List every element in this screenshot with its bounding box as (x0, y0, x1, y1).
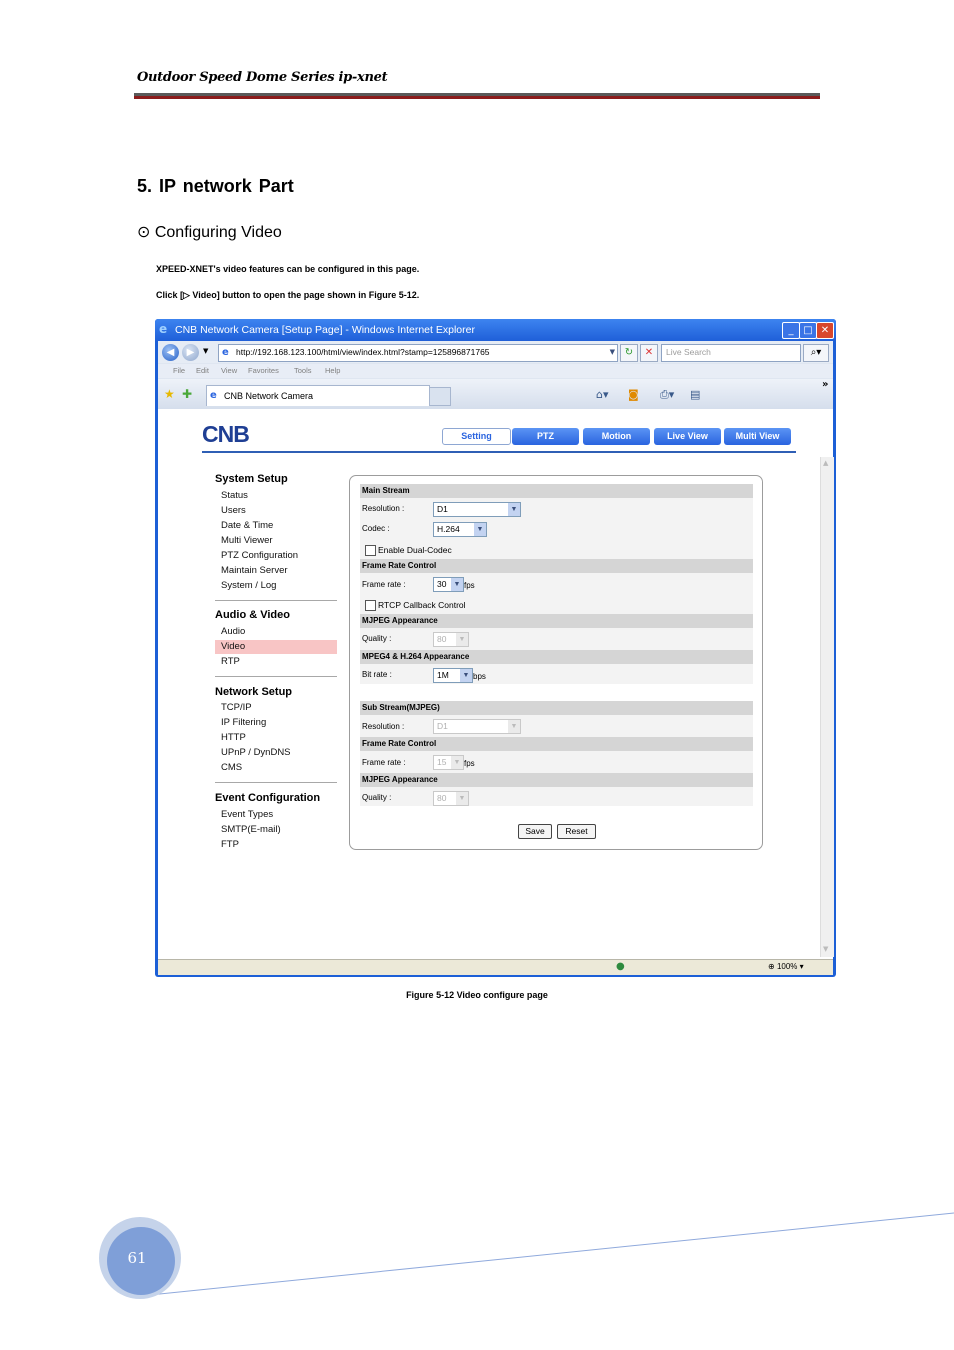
resolution-select[interactable] (433, 502, 521, 517)
nav-tab-ptz[interactable]: PTZ (512, 428, 579, 445)
scroll-up-icon[interactable]: ▲ (823, 459, 829, 467)
browser-tab-label: CNB Network Camera (224, 391, 314, 401)
sidebar-item-ip-filtering[interactable]: IP Filtering (221, 717, 267, 728)
sidebar-item-system-log[interactable]: System / Log (221, 580, 277, 591)
sidebar-item-tcpip[interactable]: TCP/IP (221, 702, 252, 713)
chevron-down-icon: ▼ (456, 633, 468, 646)
favorites-star-icon[interactable]: ★ (164, 387, 175, 401)
sidebar-item-multi-viewer[interactable]: Multi Viewer (221, 535, 273, 546)
more-tools-chevron[interactable]: » (822, 379, 829, 390)
sidebar-item-users[interactable]: Users (221, 505, 246, 516)
dual-codec-checkbox[interactable] (365, 545, 376, 556)
cnb-logo (202, 422, 288, 446)
resolution-label: Resolution : (362, 504, 405, 513)
bps-unit: bps (473, 672, 486, 681)
menu-view[interactable]: View (221, 366, 238, 375)
sub-quality-label: Quality : (362, 793, 392, 802)
frame-rate-control-header: Frame Rate Control (360, 559, 753, 573)
sidebar-item-maintain-server[interactable]: Maintain Server (221, 565, 288, 576)
sidebar-item-http[interactable]: HTTP (221, 732, 246, 743)
forward-icon[interactable]: ▶ (182, 344, 199, 361)
rtcp-checkbox[interactable] (365, 600, 376, 611)
sub-resolution-label: Resolution : (362, 722, 405, 731)
chevron-down-icon: ▼ (451, 756, 463, 769)
main-stream-header: Main Stream (360, 484, 753, 498)
mjpeg-appearance-header: MJPEG Appearance (360, 614, 753, 628)
sidebar-item-smtp[interactable]: SMTP(E-mail) (221, 824, 281, 835)
tab-page-icon: e (210, 390, 217, 401)
frame-rate-label: Frame rate : (362, 580, 406, 589)
sidebar-heading-event-configuration: Event Configuration (215, 792, 321, 804)
scroll-down-icon[interactable]: ▼ (823, 945, 829, 953)
sub-frame-rate-select[interactable] (433, 755, 464, 770)
address-url: http://192.168.123.100/html/view/index.html?stamp=125896871765 (236, 347, 490, 357)
bitrate-background (360, 664, 753, 684)
page-icon: e (222, 347, 229, 358)
frame-rate-select[interactable] (433, 577, 464, 592)
zoom-value: 100% (776, 962, 798, 971)
codec-label: Codec : (362, 524, 390, 533)
browser-window (155, 319, 836, 977)
add-favorite-icon[interactable]: ✚ (182, 387, 193, 401)
search-placeholder: Live Search (666, 347, 711, 357)
sub-fps-unit: fps (464, 759, 475, 768)
sidebar-item-upnp-dyndns[interactable]: UPnP / DynDNS (221, 747, 291, 758)
sidebar-item-status[interactable]: Status (221, 490, 248, 501)
tab-bar (158, 379, 833, 409)
address-dropdown-icon[interactable]: ▼ (609, 348, 615, 356)
sidebar-item-cms[interactable]: CMS (221, 762, 243, 773)
history-dropdown-icon[interactable]: ▼ (203, 347, 209, 355)
sub-quality-select[interactable] (433, 791, 469, 806)
figure-caption: Figure 5-12 Video configure page (406, 990, 548, 1000)
nav-tab-setting[interactable]: Setting (442, 428, 511, 445)
vertical-scrollbar[interactable] (820, 457, 834, 957)
sidebar-heading-audio-video: Audio & Video (215, 609, 290, 621)
chevron-down-icon: ▼ (460, 669, 472, 682)
browser-title: CNB Network Camera [Setup Page] - Windows Internet Explorer (175, 324, 475, 336)
mpeg4-h264-appearance-header: MPEG4 & H.264 Appearance (360, 650, 753, 664)
frame-rate-value: 30 (437, 579, 447, 589)
menu-favorites[interactable]: Favorites (248, 366, 279, 375)
page-menu-icon[interactable]: ▤ (690, 388, 701, 401)
sidebar-item-video[interactable]: Video (221, 641, 246, 652)
browser-tab[interactable] (206, 385, 430, 406)
zoom-level[interactable]: ⊕ 100% ▾ (768, 962, 804, 971)
status-bar (158, 959, 833, 975)
resolution-value: D1 (437, 504, 448, 514)
maximize-icon[interactable]: □ (799, 322, 817, 339)
video-settings-panel (349, 475, 763, 850)
quality-value: 80 (437, 634, 447, 644)
sub-frame-rate-value: 15 (437, 757, 447, 767)
sub-frame-rate-control-header: Frame Rate Control (360, 737, 753, 751)
sidebar-heading-system-setup: System Setup (215, 473, 288, 485)
fps-unit: fps (464, 581, 475, 590)
print-icon[interactable]: ⎙▾ (660, 388, 675, 401)
sub-stream-header: Sub Stream(MJPEG) (360, 701, 753, 715)
search-icon[interactable]: ⌕▾ (803, 344, 829, 362)
rtcp-label: RTCP Callback Control (378, 600, 466, 610)
menu-tools[interactable]: Tools (294, 366, 312, 375)
feeds-icon[interactable]: ◙ (628, 388, 639, 401)
main-stream-background (360, 484, 753, 662)
chevron-down-icon: ▼ (451, 578, 463, 591)
dual-codec-label: Enable Dual-Codec (378, 545, 452, 555)
sidebar-item-rtp[interactable]: RTP (221, 656, 240, 667)
menu-help[interactable]: Help (325, 366, 341, 375)
sidebar-item-event-types[interactable]: Event Types (221, 809, 274, 820)
new-tab-button[interactable] (429, 387, 451, 406)
menu-edit[interactable]: Edit (196, 366, 209, 375)
quality-label: Quality : (362, 634, 392, 643)
sub-resolution-value: D1 (437, 721, 448, 731)
page-content (158, 409, 833, 959)
sidebar-item-date-time[interactable]: Date & Time (221, 520, 274, 531)
sub-frame-rate-label: Frame rate : (362, 758, 406, 767)
sidebar-divider (215, 782, 337, 783)
home-icon[interactable]: ⌂▾ (596, 388, 609, 401)
page-number: 61 (127, 1249, 147, 1267)
sub-mjpeg-appearance-header: MJPEG Appearance (360, 773, 753, 787)
bitrate-value: 1M (437, 670, 449, 680)
sub-resolution-select[interactable] (433, 719, 521, 734)
codec-select[interactable] (433, 522, 487, 537)
nav-underline (202, 451, 796, 453)
instruction-paragraph: Click [▷ Video] button to open the page shown in Figure 5-12. (156, 290, 420, 300)
stop-icon[interactable]: ✕ (640, 344, 658, 362)
menu-file[interactable]: File (173, 366, 186, 375)
sidebar-divider (215, 600, 337, 601)
close-icon[interactable]: ✕ (816, 322, 834, 339)
browser-titlebar (155, 319, 836, 341)
nav-tab-multi-view[interactable]: Multi View (724, 428, 791, 445)
codec-value: H.264 (437, 524, 460, 534)
intro-paragraph: XPEED-XNET's video features can be configured in this page. (156, 264, 420, 274)
sidebar-item-ptz-configuration[interactable]: PTZ Configuration (221, 550, 299, 561)
nav-tab-motion[interactable]: Motion (583, 428, 650, 445)
sub-stream-background (360, 701, 753, 806)
address-bar[interactable] (218, 344, 618, 362)
chevron-down-icon: ▼ (456, 792, 468, 805)
svg-text:CNB: CNB (202, 422, 249, 446)
bitrate-select[interactable] (433, 668, 473, 683)
chevron-down-icon: ▼ (474, 523, 486, 536)
ie-logo-icon: e (159, 322, 168, 336)
minimize-icon[interactable]: _ (782, 322, 800, 339)
search-input[interactable] (661, 344, 801, 362)
save-button[interactable]: Save (518, 824, 552, 839)
chevron-down-icon: ▼ (508, 503, 520, 516)
refresh-icon[interactable]: ↻ (620, 344, 638, 362)
internet-zone-icon: ● (616, 961, 625, 972)
sidebar-heading-network-setup: Network Setup (215, 686, 293, 698)
bitrate-label: Bit rate : (362, 670, 392, 679)
sidebar-item-audio[interactable]: Audio (221, 626, 246, 637)
address-row (158, 341, 833, 363)
back-icon[interactable]: ◀ (162, 344, 179, 361)
browser-chrome (158, 341, 833, 409)
subsection-title: ⊙ Configuring Video (137, 224, 282, 241)
quality-select[interactable] (433, 632, 469, 647)
sidebar-divider (215, 676, 337, 677)
header-rule-accent (134, 96, 820, 99)
nav-tab-live-view[interactable]: Live View (654, 428, 721, 445)
menu-bar (158, 364, 833, 378)
reset-button[interactable]: Reset (557, 824, 596, 839)
sub-quality-value: 80 (437, 793, 447, 803)
chevron-down-icon: ▼ (508, 720, 520, 733)
section-title: 5. IP network Part (137, 176, 294, 196)
sidebar-item-ftp[interactable]: FTP (221, 839, 239, 850)
document-header-title: Outdoor Speed Dome Series ip-xnet (137, 70, 388, 85)
